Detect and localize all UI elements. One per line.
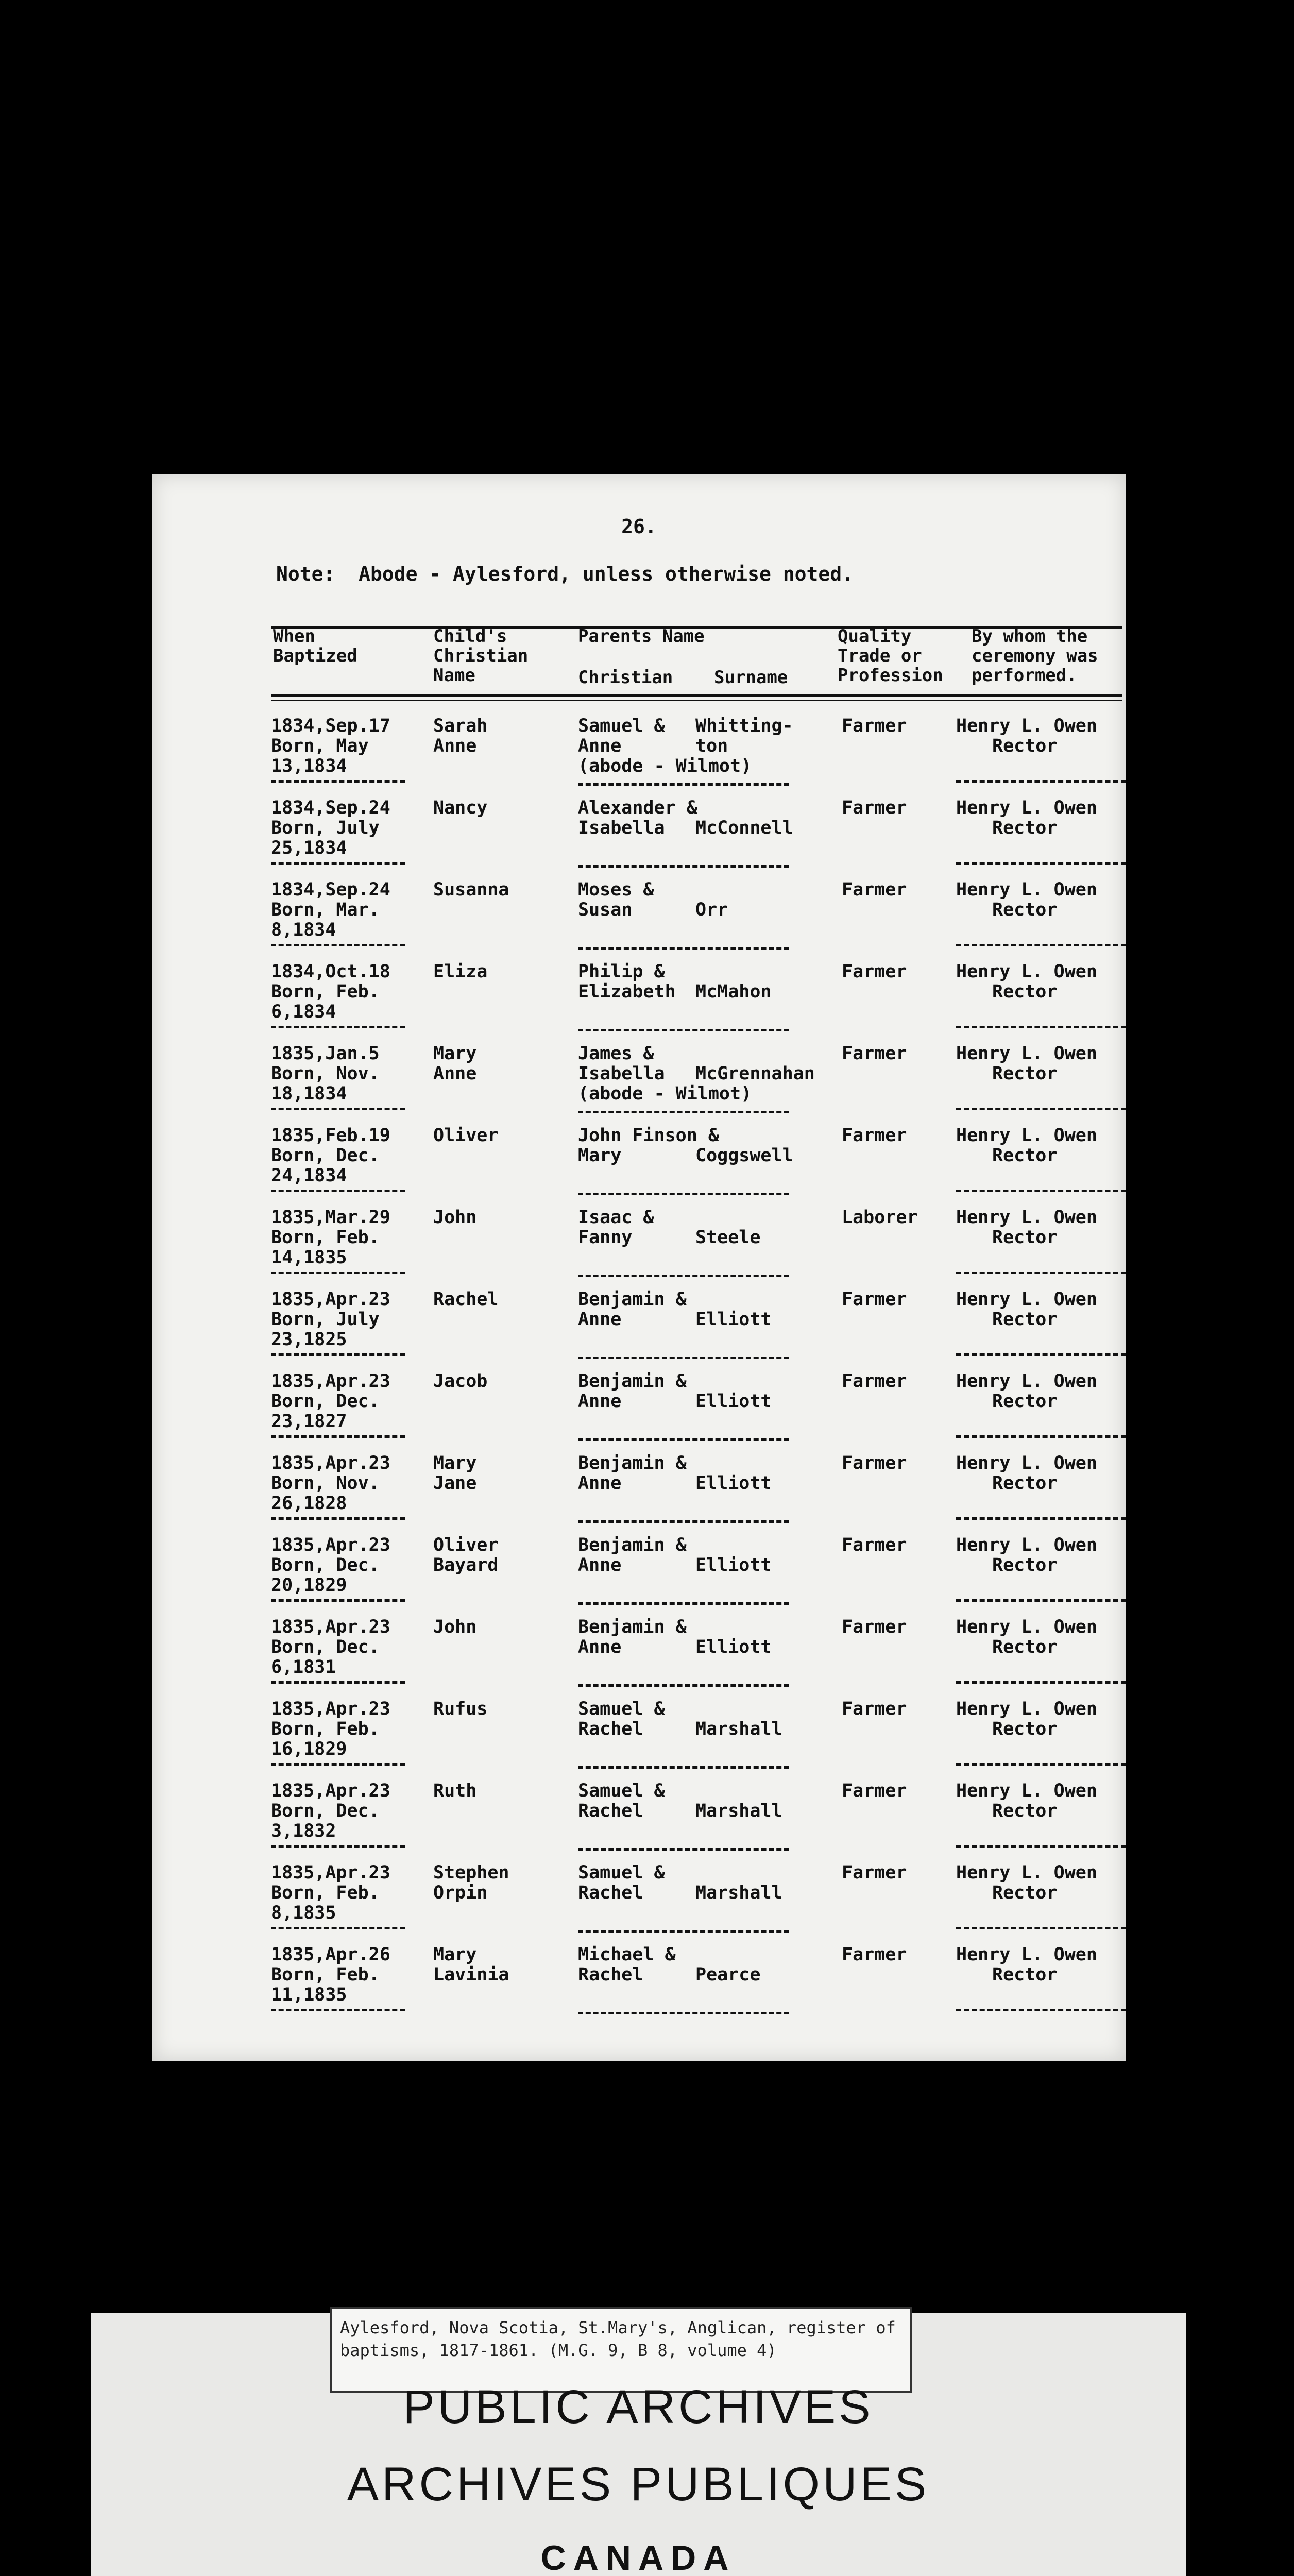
record-underline: [578, 1930, 789, 1933]
record-surname: Elliott: [695, 1473, 772, 1494]
record-performed-by: Henry L. Owen: [956, 1453, 1097, 1473]
record-surname: Elliott: [695, 1637, 772, 1657]
record-date: 1834,Oct.18 Born, Feb. 6,1834: [271, 961, 390, 1022]
record-child-name: Rachel: [433, 1289, 499, 1310]
record-rector-title: Rector: [992, 1964, 1058, 1985]
record-rector-title: Rector: [992, 900, 1058, 920]
record-trade: Farmer: [842, 1781, 907, 1801]
record-underline: [956, 2009, 1126, 2011]
record-child-name: Sarah Anne: [433, 716, 488, 756]
record-performed-by: Henry L. Owen: [956, 1617, 1097, 1637]
record-underline: [578, 1275, 789, 1277]
record-underline: [578, 1520, 789, 1523]
record-performed-by: Henry L. Owen: [956, 1289, 1097, 1310]
record-date: 1834,Sep.24 Born, Mar. 8,1834: [271, 879, 390, 940]
archives-title-english: PUBLIC ARCHIVES: [403, 2381, 874, 2433]
record-trade: Laborer: [842, 1207, 918, 1228]
record-row: [152, 1371, 1126, 1453]
record-row: [152, 1617, 1126, 1699]
header-by-whom: By whom the ceremony was performed.: [972, 626, 1098, 686]
record-parents-christian: Samuel & Anne (abode - Wilmot): [578, 716, 752, 776]
record-child-name: Susanna: [433, 879, 509, 900]
record-surname: McMahon: [695, 981, 772, 1002]
record-underline: [271, 862, 405, 865]
record-rector-title: Rector: [992, 1473, 1058, 1494]
record-performed-by: Henry L. Owen: [956, 798, 1097, 818]
record-row: [152, 1290, 1126, 1371]
record-performed-by: Henry L. Owen: [956, 1862, 1097, 1883]
record-trade: Farmer: [842, 1043, 907, 1064]
record-child-name: Mary Anne: [433, 1043, 477, 1084]
record-underline: [956, 1681, 1126, 1684]
record-row: [152, 962, 1126, 1044]
record-surname: Elliott: [695, 1555, 772, 1575]
record-underline: [956, 780, 1126, 783]
record-trade: Farmer: [842, 798, 907, 818]
record-date: 1835,Mar.29 Born, Feb. 14,1835: [271, 1207, 390, 1268]
record-parents-christian: Samuel & Rachel: [578, 1699, 665, 1739]
record-row: [152, 1208, 1126, 1290]
record-row: [152, 1863, 1126, 1945]
record-underline: [271, 1026, 405, 1028]
record-rector-title: Rector: [992, 1555, 1058, 1575]
record-surname: Whitting- ton: [695, 716, 793, 756]
record-performed-by: Henry L. Owen: [956, 1781, 1097, 1801]
record-date: 1835,Apr.23 Born, Dec. 6,1831: [271, 1617, 390, 1677]
header-bottom-rule-2: [271, 700, 1122, 701]
record-trade: Farmer: [842, 1125, 907, 1146]
record-row: [152, 716, 1126, 798]
record-rector-title: Rector: [992, 1145, 1058, 1166]
record-date: 1835,Apr.23 Born, Nov. 26,1828: [271, 1453, 390, 1514]
record-child-name: Nancy: [433, 798, 488, 818]
record-child-name: Ruth: [433, 1781, 477, 1801]
record-underline: [271, 1190, 405, 1192]
record-date: 1834,Sep.24 Born, July 25,1834: [271, 798, 390, 858]
record-surname: McConnell: [695, 818, 793, 838]
record-underline: [271, 1845, 405, 1848]
record-parents-christian: Isaac & Fanny: [578, 1207, 654, 1248]
record-underline: [956, 1763, 1126, 1766]
record-date: 1835,Feb.19 Born, Dec. 24,1834: [271, 1125, 390, 1186]
record-parents-christian: James & Isabella (abode - Wilmot): [578, 1043, 752, 1104]
record-underline: [271, 944, 405, 946]
record-parents-christian: Alexander & Isabella: [578, 798, 697, 838]
record-surname: Orr: [695, 900, 728, 920]
record-child-name: Oliver: [433, 1125, 499, 1146]
record-underline: [578, 783, 789, 786]
record-rector-title: Rector: [992, 1391, 1058, 1412]
record-surname: Marshall: [695, 1719, 782, 1739]
record-underline: [956, 1108, 1126, 1110]
record-underline: [578, 1766, 789, 1769]
record-rector-title: Rector: [992, 1883, 1058, 1903]
abode-note: Note: Abode - Aylesford, unless otherwise noted.: [276, 563, 854, 585]
record-child-name: Mary Lavinia: [433, 1944, 509, 1985]
record-surname: Elliott: [695, 1309, 772, 1330]
page-number: 26.: [621, 515, 657, 538]
record-underline: [578, 1848, 789, 1851]
record-parents-christian: Benjamin & Anne: [578, 1617, 687, 1657]
record-underline: [578, 865, 789, 868]
record-date: 1835,Apr.23 Born, Feb. 16,1829: [271, 1699, 390, 1759]
record-date: 1835,Apr.23 Born, July 23,1825: [271, 1289, 390, 1350]
record-trade: Farmer: [842, 1944, 907, 1965]
record-row: [152, 798, 1126, 880]
record-performed-by: Henry L. Owen: [956, 1371, 1097, 1392]
record-underline: [271, 1517, 405, 1520]
header-surname: Surname: [714, 667, 788, 688]
header-christian: Christian: [578, 667, 673, 688]
record-performed-by: Henry L. Owen: [956, 1944, 1097, 1965]
record-underline: [578, 947, 789, 950]
record-parents-christian: Moses & Susan: [578, 879, 654, 920]
record-trade: Farmer: [842, 1699, 907, 1719]
record-underline: [271, 1272, 405, 1274]
record-underline: [956, 944, 1126, 946]
record-parents-christian: Samuel & Rachel: [578, 1781, 665, 1821]
record-date: 1835,Jan.5 Born, Nov. 18,1834: [271, 1043, 380, 1104]
record-performed-by: Henry L. Owen: [956, 1043, 1097, 1064]
record-underline: [956, 1026, 1126, 1028]
header-child-name: Child's Christian Name: [433, 626, 529, 686]
record-surname: Elliott: [695, 1391, 772, 1412]
record-underline: [956, 1845, 1126, 1848]
record-underline: [578, 1111, 789, 1113]
record-child-name: Oliver Bayard: [433, 1535, 499, 1575]
record-row: [152, 1781, 1126, 1863]
record-rector-title: Rector: [992, 818, 1058, 838]
record-underline: [271, 1353, 405, 1356]
record-surname: Pearce: [695, 1964, 761, 1985]
record-underline: [271, 1435, 405, 1438]
record-row: [152, 1535, 1126, 1617]
record-underline: [956, 1190, 1126, 1192]
record-underline: [578, 2012, 789, 2014]
record-underline: [956, 862, 1126, 865]
record-parents-christian: Benjamin & Anne: [578, 1535, 687, 1575]
record-trade: Farmer: [842, 1862, 907, 1883]
record-surname: Marshall: [695, 1801, 782, 1821]
record-performed-by: Henry L. Owen: [956, 1207, 1097, 1228]
record-underline: [578, 1029, 789, 1031]
record-parents-christian: Samuel & Rachel: [578, 1862, 665, 1903]
record-parents-christian: Benjamin & Anne: [578, 1371, 687, 1412]
record-child-name: Mary Jane: [433, 1453, 477, 1494]
record-underline: [271, 780, 405, 783]
header-when-baptized: When Baptized: [273, 626, 357, 666]
record-trade: Farmer: [842, 1453, 907, 1473]
record-rector-title: Rector: [992, 1063, 1058, 1084]
record-child-name: John: [433, 1617, 477, 1637]
record-parents-christian: Philip & Elizabeth: [578, 961, 676, 1002]
record-trade: Farmer: [842, 716, 907, 736]
archives-country: CANADA: [540, 2538, 736, 2576]
record-date: 1835,Apr.23 Born, Dec. 3,1832: [271, 1781, 390, 1841]
record-underline: [271, 1763, 405, 1766]
record-trade: Farmer: [842, 1535, 907, 1555]
record-date: 1835,Apr.23 Born, Dec. 23,1827: [271, 1371, 390, 1432]
record-surname: McGrennahan: [695, 1063, 815, 1084]
record-rector-title: Rector: [992, 736, 1058, 756]
record-parents-christian: Benjamin & Anne: [578, 1453, 687, 1494]
record-parents-christian: Benjamin & Anne: [578, 1289, 687, 1330]
archives-title-french: ARCHIVES PUBLIQUES: [347, 2458, 930, 2511]
record-performed-by: Henry L. Owen: [956, 716, 1097, 736]
record-trade: Farmer: [842, 1617, 907, 1637]
record-underline: [578, 1438, 789, 1441]
record-parents-christian: John Finson & Mary: [578, 1125, 719, 1166]
record-surname: Coggswell: [695, 1145, 793, 1166]
record-rector-title: Rector: [992, 1309, 1058, 1330]
record-row: [152, 1945, 1126, 2027]
record-underline: [578, 1357, 789, 1359]
record-child-name: John: [433, 1207, 477, 1228]
record-date: 1835,Apr.23 Born, Feb. 8,1835: [271, 1862, 390, 1923]
record-surname: Steele: [695, 1227, 761, 1248]
record-underline: [271, 2009, 405, 2011]
record-row: [152, 1453, 1126, 1535]
record-performed-by: Henry L. Owen: [956, 961, 1097, 982]
record-row: [152, 1126, 1126, 1208]
header-parents-name: Parents Name: [578, 626, 705, 647]
record-trade: Farmer: [842, 961, 907, 982]
record-underline: [956, 1272, 1126, 1274]
register-page: [152, 474, 1126, 2061]
record-child-name: Eliza: [433, 961, 488, 982]
record-trade: Farmer: [842, 1371, 907, 1392]
header-quality: Quality Trade or Profession: [838, 626, 943, 686]
record-child-name: Jacob: [433, 1371, 488, 1392]
record-underline: [956, 1517, 1126, 1520]
record-surname: Marshall: [695, 1883, 782, 1903]
record-rector-title: Rector: [992, 1637, 1058, 1657]
record-underline: [578, 1602, 789, 1605]
record-underline: [956, 1353, 1126, 1356]
record-rector-title: Rector: [992, 1227, 1058, 1248]
record-child-name: Stephen Orpin: [433, 1862, 509, 1903]
record-parents-christian: Michael & Rachel: [578, 1944, 676, 1985]
record-date: 1835,Apr.26 Born, Feb. 11,1835: [271, 1944, 390, 2005]
record-underline: [578, 1193, 789, 1195]
record-child-name: Rufus: [433, 1699, 488, 1719]
record-date: 1835,Apr.23 Born, Dec. 20,1829: [271, 1535, 390, 1596]
record-underline: [956, 1599, 1126, 1602]
record-row: [152, 1699, 1126, 1781]
record-underline: [956, 1435, 1126, 1438]
record-underline: [956, 1927, 1126, 1929]
record-row: [152, 880, 1126, 962]
header-bottom-rule: [271, 694, 1122, 697]
record-underline: [271, 1108, 405, 1110]
record-date: 1834,Sep.17 Born, May 13,1834: [271, 716, 390, 776]
record-performed-by: Henry L. Owen: [956, 879, 1097, 900]
record-underline: [578, 1684, 789, 1687]
record-trade: Farmer: [842, 1289, 907, 1310]
citation-label: Aylesford, Nova Scotia, St.Mary's, Anglican, register of baptisms, 1817-1861. (M.G. 9, B 8, volume 4): [330, 2307, 912, 2393]
record-trade: Farmer: [842, 879, 907, 900]
record-underline: [271, 1927, 405, 1929]
record-performed-by: Henry L. Owen: [956, 1535, 1097, 1555]
record-performed-by: Henry L. Owen: [956, 1699, 1097, 1719]
record-row: [152, 1044, 1126, 1126]
record-rector-title: Rector: [992, 981, 1058, 1002]
record-underline: [271, 1681, 405, 1684]
record-rector-title: Rector: [992, 1719, 1058, 1739]
record-underline: [271, 1599, 405, 1602]
record-performed-by: Henry L. Owen: [956, 1125, 1097, 1146]
record-rector-title: Rector: [992, 1801, 1058, 1821]
